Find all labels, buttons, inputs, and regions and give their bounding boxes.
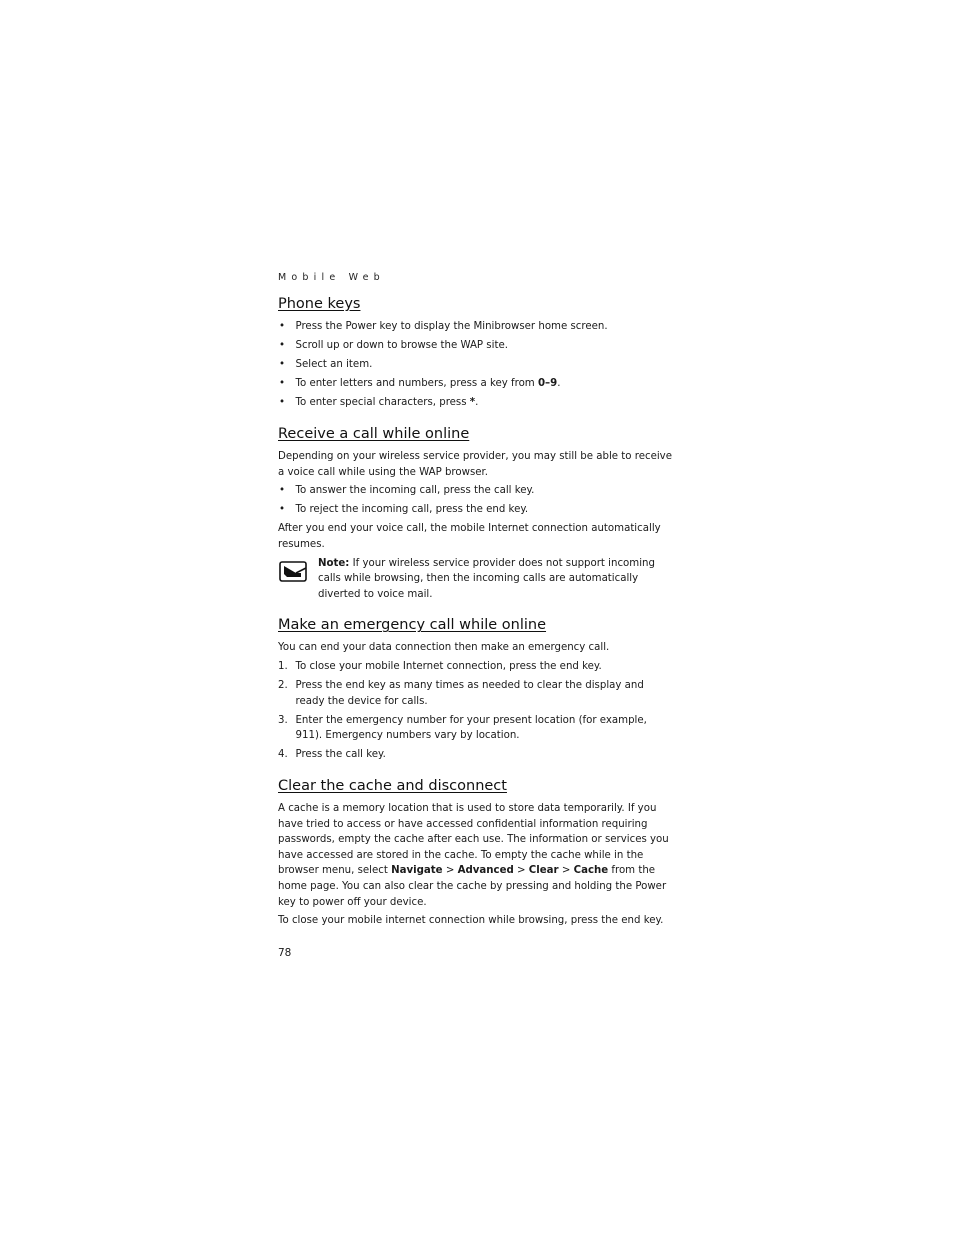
- step-number: 4.: [278, 749, 288, 761]
- bullet: •: [279, 340, 286, 352]
- section-emergency: [278, 616, 673, 763]
- menu-separator: >: [513, 865, 529, 877]
- menu-advanced: Advanced: [457, 865, 514, 877]
- list-item: [278, 659, 673, 675]
- heading-cache: Clear the cache and disconnect: [278, 777, 507, 794]
- page-number: 78: [278, 947, 292, 959]
- list-item-text: To enter letters and numbers, press a key from: [295, 378, 538, 390]
- emergency-intro: You can end your data connection then make an emergency call.: [278, 642, 610, 654]
- menu-navigate: Navigate: [391, 865, 443, 877]
- star-key: *: [469, 397, 476, 409]
- note-label: Note:: [318, 557, 350, 569]
- list-item-text: To answer the incoming call, press the call key.: [295, 485, 535, 497]
- receive-call-intro: Depending on your wireless service provider, you may still be able to receive a voice call while using the WAP browser.: [278, 450, 672, 478]
- list-item-text: Press the Power key to display the Minibrowser home screen.: [295, 321, 608, 332]
- list-item-text: Select an item.: [295, 359, 373, 371]
- list-item: [278, 747, 673, 763]
- step-text: Press the end key as many times as needed to clear the display and ready the device for calls.: [295, 680, 644, 707]
- running-head: Mobile Web: [278, 272, 385, 283]
- bullet: •: [279, 485, 286, 497]
- page-content: [278, 272, 673, 943]
- receive-call-list: [278, 483, 673, 518]
- emergency-steps: [278, 659, 673, 763]
- list-item-text: Scroll up or down to browse the WAP site.: [295, 340, 508, 352]
- list-item: [278, 502, 673, 518]
- bullet: •: [279, 397, 286, 409]
- step-number: 3.: [278, 714, 288, 726]
- note-body: If your wireless service provider does not support incoming calls while browsing, then the incoming calls are automatically diverted to voice mail.: [318, 557, 655, 600]
- step-number: 1.: [278, 660, 288, 672]
- heading-phone-keys: Phone keys: [278, 296, 361, 312]
- key-range: 0–9: [537, 378, 558, 390]
- step-text: Press the call key.: [295, 749, 386, 761]
- menu-cache: Cache: [573, 865, 609, 877]
- heading-receive-call: Receive a call while online: [278, 425, 470, 442]
- menu-separator: >: [442, 865, 458, 877]
- step-text: To close your mobile Internet connection, press the end key.: [295, 660, 602, 672]
- list-item-text-end: .: [557, 378, 561, 390]
- section-cache: [278, 777, 673, 929]
- list-item-text-end: .: [475, 397, 479, 409]
- cache-paragraph: [278, 801, 673, 910]
- list-item-text: To enter special characters, press: [295, 397, 470, 409]
- list-item: [278, 319, 673, 335]
- bullet: •: [279, 504, 286, 516]
- step-number: 2.: [278, 680, 288, 691]
- list-item: [278, 483, 673, 499]
- section-phone-keys: [278, 295, 673, 411]
- list-item-text: To reject the incoming call, press the end key.: [295, 504, 529, 516]
- phone-keys-list: [278, 319, 673, 411]
- list-item: [278, 678, 673, 709]
- menu-separator: >: [558, 865, 574, 877]
- bullet: •: [279, 359, 286, 371]
- receive-call-after: After you end your voice call, the mobile Internet connection automatically resumes.: [278, 523, 661, 550]
- list-item: [278, 713, 673, 744]
- cache-text-end: from the home page. You can also clear the cache by pressing and holding the Power key to power off your device.: [278, 865, 667, 908]
- list-item: [278, 338, 673, 354]
- note-hand-icon: [279, 560, 309, 584]
- bullet: •: [279, 378, 286, 390]
- menu-clear: Clear: [528, 865, 559, 877]
- note-text: [318, 556, 673, 603]
- list-item: [278, 395, 673, 411]
- note-box: [278, 556, 673, 603]
- step-text: Enter the emergency number for your present location (for example, 911). Emergency numbers vary by location.: [295, 714, 647, 742]
- section-receive-call: [278, 425, 673, 602]
- bullet: •: [279, 321, 286, 332]
- heading-emergency: Make an emergency call while online: [278, 617, 547, 634]
- cache-text-start: A cache is a memory location that is used to store data temporarily. If you have tried to access or have accessed confidential information requiring passwords, empty the cache after each use. The information or services you have accessed are stored in the cache. To empty the cache while in the browser menu, select: [278, 802, 669, 877]
- cache-close-paragraph: To close your mobile internet connection while browsing, press the end key.: [278, 915, 664, 927]
- list-item: [278, 357, 673, 373]
- list-item: [278, 376, 673, 392]
